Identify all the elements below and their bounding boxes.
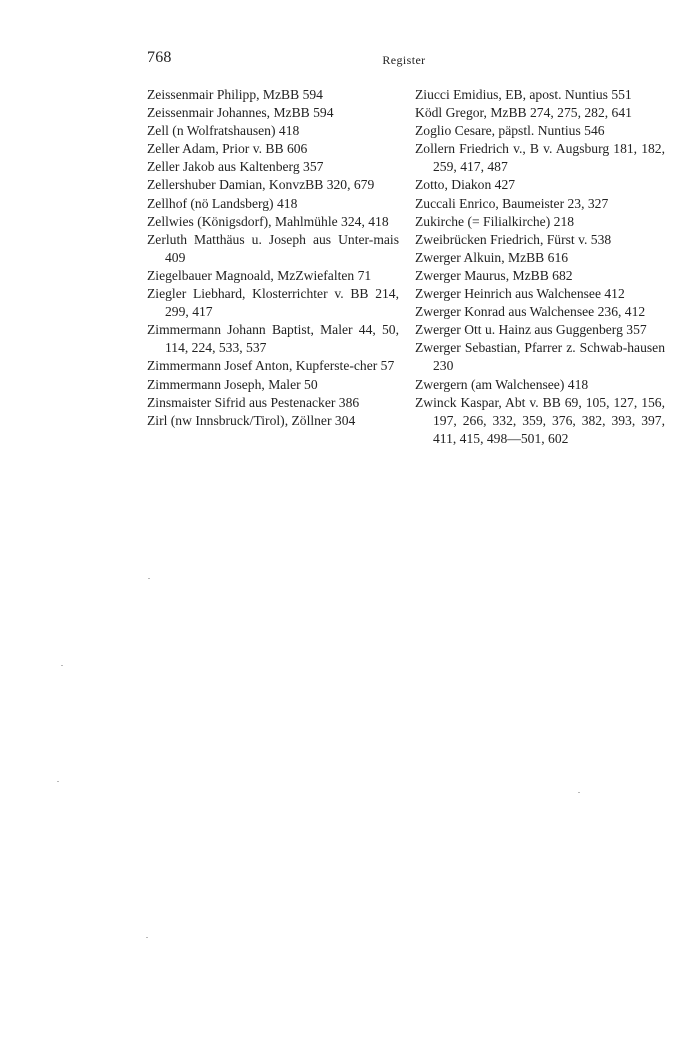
index-entry: Zellhof (nö Landsberg) 418: [147, 195, 298, 211]
index-entry: Zwerger Alkuin, MzBB 616: [415, 249, 569, 265]
index-entry: Zeller Jakob aus Kaltenberg 357: [147, 159, 324, 175]
index-entry: Zimmermann Josef Anton, Kupferste-cher 57: [147, 358, 395, 374]
index-entry: Zuccali Enrico, Baumeister 23, 327: [415, 195, 609, 211]
index-entry: Zell (n Wolfratshausen) 418: [147, 123, 300, 139]
index-entry: Ziucci Emidius, EB, apost. Nuntius 551: [415, 87, 632, 102]
index-entry: Zirl (nw Innsbruck/Tirol), Zöllner 304: [147, 412, 356, 428]
index-entry: Zimmermann Joseph, Maler 50: [147, 376, 318, 392]
index-entry: Zweibrücken Friedrich, Fürst v. 538: [415, 231, 612, 247]
index-entry: Zeissenmair Johannes, MzBB 594: [147, 105, 334, 121]
index-column-left: [147, 86, 399, 430]
index-entry: Zellwies (Königsdorf), Mahlmühle 324, 418: [147, 213, 389, 229]
scan-speck: [61, 665, 63, 666]
index-entry: Zwerger Konrad aus Walchensee 236, 412: [415, 304, 646, 320]
index-entry: Zwerger Ott u. Hainz aus Guggenberg 357: [415, 322, 647, 338]
index-entry: Zwinck Kaspar, Abt v. BB 69, 105, 127, 156, 197, 266, 332, 359, 376, 382, 393, 397, 411, 415, 498—501, 602: [415, 394, 665, 446]
index-entry: Zwerger Heinrich aus Walchensee 412: [415, 286, 625, 302]
scan-speck: [57, 781, 59, 782]
index-entry: Zoglio Cesare, päpstl. Nuntius 546: [415, 123, 605, 139]
index-entry: Zimmermann Johann Baptist, Maler 44, 50, 114, 224, 533, 537: [147, 322, 399, 356]
index-entry: Zellershuber Damian, KonvzBB 320, 679: [147, 177, 375, 193]
index-entry: Ziegler Liebhard, Klosterrichter v. BB 214, 299, 417: [147, 286, 399, 320]
index-entry: Zotto, Diakon 427: [415, 177, 516, 193]
index-entry: Zollern Friedrich v., B v. Augsburg 181, 182, 259, 417, 487: [415, 141, 665, 175]
running-title: Register: [382, 53, 426, 67]
scan-speck: [146, 937, 148, 938]
index-entry: Zwerger Maurus, MzBB 682: [415, 267, 573, 283]
index-entry: Zeissenmair Philipp, MzBB 594: [147, 87, 323, 102]
scan-speck: [148, 578, 150, 579]
index-entry: Zwergern (am Walchensee) 418: [415, 376, 589, 392]
index-entry: Ziegelbauer Magnoald, MzZwiefalten 71: [147, 267, 372, 283]
scan-speck: [578, 792, 580, 793]
index-entry: Zeller Adam, Prior v. BB 606: [147, 141, 308, 157]
index-entry: Zerluth Matthäus u. Joseph aus Unter-mais 409: [147, 231, 399, 265]
index-entry: Zwerger Sebastian, Pfarrer z. Schwab-hausen 230: [415, 340, 665, 374]
index-entry: Zinsmaister Sifrid aus Pestenacker 386: [147, 394, 360, 410]
index-entry: Ködl Gregor, MzBB 274, 275, 282, 641: [415, 105, 632, 121]
index-column-right: [415, 86, 665, 448]
page-number: 768: [147, 49, 172, 66]
index-entry: Zukirche (= Filialkirche) 218: [415, 213, 575, 229]
